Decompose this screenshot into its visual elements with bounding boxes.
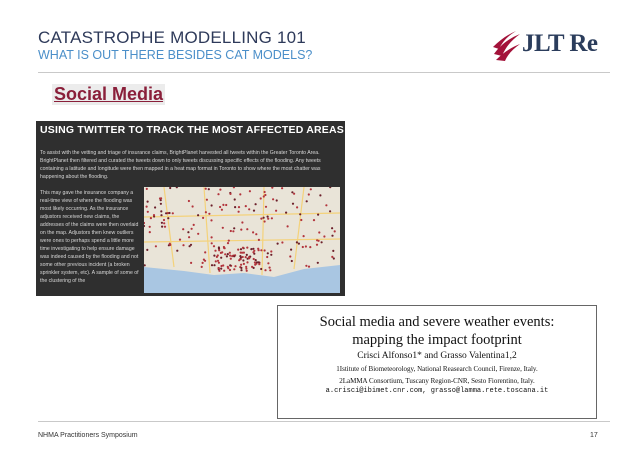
tweet-marker	[243, 263, 245, 265]
tweet-marker	[233, 227, 235, 229]
tweet-marker	[290, 249, 292, 251]
tweet-marker	[213, 245, 215, 247]
tweet-marker	[245, 205, 247, 207]
tweet-marker	[305, 265, 307, 267]
tweet-marker	[229, 255, 231, 257]
tweet-marker	[201, 266, 203, 268]
tweet-marker	[246, 228, 248, 230]
tweet-marker	[267, 218, 269, 220]
swoosh-icon	[492, 30, 522, 64]
tweet-marker	[253, 210, 255, 212]
tweet-marker	[264, 269, 266, 271]
tweet-marker	[270, 254, 272, 256]
tweet-marker	[218, 249, 220, 251]
tweet-marker	[147, 201, 149, 203]
tweet-marker	[160, 203, 162, 205]
tweet-marker	[255, 259, 257, 261]
tweet-marker	[252, 248, 254, 250]
tweet-marker	[252, 231, 254, 233]
tweet-marker	[217, 254, 219, 256]
tweet-marker	[204, 251, 206, 253]
tweet-marker	[146, 188, 148, 190]
tweet-marker	[316, 239, 318, 241]
tweet-marker	[182, 228, 184, 230]
tweet-marker	[193, 224, 195, 226]
tweet-marker	[289, 255, 291, 257]
tweet-marker	[154, 206, 156, 208]
tweet-marker	[248, 257, 250, 259]
tweet-marker	[153, 214, 155, 216]
twitter-screenshot	[36, 121, 345, 296]
tweet-marker	[233, 255, 235, 257]
tweet-marker	[160, 214, 162, 216]
tweet-marker	[287, 225, 289, 227]
tweet-marker	[229, 193, 231, 195]
tweet-marker	[271, 217, 273, 219]
tweet-marker	[251, 266, 253, 268]
tweet-marker	[255, 233, 257, 235]
tweet-marker	[205, 188, 207, 190]
tweet-marker	[302, 246, 304, 248]
tweet-marker	[229, 264, 231, 266]
tweet-marker	[299, 213, 301, 215]
tweet-marker	[256, 261, 258, 263]
tweet-marker	[275, 210, 277, 212]
tweet-marker	[197, 214, 199, 216]
tweet-marker	[219, 206, 221, 208]
tweet-marker	[255, 203, 257, 205]
tweet-marker	[248, 208, 250, 210]
tweet-marker	[220, 265, 222, 267]
tweet-marker	[308, 193, 310, 195]
footer-text: NHMA Practitioners Symposium	[38, 432, 138, 439]
paper-emails: a.crisci@ibimet.cnr.com, grasso@lamma.rete.toscana.it	[325, 387, 549, 395]
tweet-marker	[296, 241, 298, 243]
tweet-marker	[210, 219, 212, 221]
tweet-marker	[213, 255, 215, 257]
tweet-marker	[267, 262, 269, 264]
tweet-marker	[206, 199, 208, 201]
tweet-marker	[229, 269, 231, 271]
tweet-marker	[249, 190, 251, 192]
tweet-marker	[246, 261, 248, 263]
map-graphic	[144, 187, 340, 293]
tweet-marker	[246, 247, 248, 249]
paper-affiliation-2: 2LaMMA Consortium, Tuscany Region-CNR, Sesto Fiorentino, Italy.	[339, 377, 535, 385]
tweet-marker	[264, 249, 266, 251]
page-number: 17	[590, 432, 598, 439]
tweet-marker	[234, 265, 236, 267]
tweet-marker	[146, 249, 148, 251]
twitter-panel-paragraph-continued: This may gave the insurance company a real-time view of where the flooding was most likely occurring. As the insurance adjustors received new claims, the addresses of the claims were then overlaid on the map. Adjustors then knew outliers were ones to perhaps spend a little more time investigating to help ensure damage was indeed caused by the flooding and not some other previous incident (a broken sprinkler system, etc). A sample of some of the clustering of the	[40, 190, 139, 284]
tweet-marker	[146, 206, 148, 208]
tweet-marker	[252, 251, 254, 253]
tweet-marker	[234, 198, 236, 200]
tweet-marker	[260, 218, 262, 220]
tweet-marker	[334, 230, 336, 232]
jlt-re-logo	[492, 30, 610, 64]
tweet-marker	[241, 221, 243, 223]
tweet-marker	[242, 247, 244, 249]
tweet-marker	[222, 227, 224, 229]
tweet-marker	[161, 226, 163, 228]
tweet-marker	[296, 206, 298, 208]
tweet-marker	[168, 212, 170, 214]
paper-excerpt	[277, 305, 597, 419]
tweet-marker	[242, 256, 244, 258]
tweet-marker	[176, 250, 178, 252]
tweet-marker	[303, 235, 305, 237]
tweet-marker	[264, 191, 266, 193]
tweet-marker	[217, 193, 219, 195]
tweet-marker	[219, 189, 221, 191]
tweet-marker	[230, 230, 232, 232]
tweet-marker	[218, 267, 220, 269]
tweet-marker	[291, 191, 293, 193]
tweet-marker	[192, 205, 194, 207]
tweet-marker	[263, 195, 265, 197]
tweet-marker	[317, 262, 319, 264]
tweet-marker	[292, 203, 294, 205]
tweet-marker	[169, 243, 171, 245]
tweet-marker	[164, 226, 166, 228]
footer-divider	[38, 421, 610, 422]
tweet-marker	[228, 240, 230, 242]
tweet-marker	[308, 266, 310, 268]
tweet-marker	[325, 204, 327, 206]
tweet-marker	[239, 255, 241, 257]
tweet-marker	[238, 206, 240, 208]
tweet-marker	[188, 200, 190, 202]
tweet-marker	[160, 210, 162, 212]
tweet-marker	[267, 252, 269, 254]
tweet-marker	[269, 267, 271, 269]
section-heading: Social Media	[54, 84, 164, 104]
tweet-marker	[217, 260, 219, 262]
tweet-marker	[202, 262, 204, 264]
toronto-heat-map	[144, 187, 340, 293]
tweet-marker	[240, 267, 242, 269]
tweet-marker	[147, 211, 149, 213]
tweet-marker	[246, 270, 248, 272]
tweet-marker	[149, 226, 151, 228]
tweet-marker	[187, 231, 189, 233]
tweet-marker	[237, 249, 239, 251]
tweet-marker	[319, 194, 321, 196]
tweet-marker	[258, 263, 260, 265]
tweet-marker	[155, 245, 157, 247]
tweet-marker	[258, 239, 260, 241]
tweet-marker	[211, 264, 213, 266]
paper-authors: Crisci Alfonso1* and Grasso Valentina1,2	[357, 351, 517, 361]
tweet-marker	[182, 244, 184, 246]
tweet-marker	[298, 243, 300, 245]
tweet-marker	[188, 236, 190, 238]
tweet-marker	[161, 222, 163, 224]
tweet-marker	[331, 227, 333, 229]
tweet-marker	[293, 193, 295, 195]
tweet-marker	[331, 256, 333, 258]
tweet-marker	[227, 266, 229, 268]
tweet-marker	[316, 244, 318, 246]
tweet-marker	[226, 255, 228, 257]
tweet-marker	[260, 197, 262, 199]
tweet-marker	[277, 243, 279, 245]
slide-subtitle: WHAT IS OUT THERE BESIDES CAT MODELS?	[38, 48, 313, 62]
tweet-marker	[245, 268, 247, 270]
tweet-marker	[234, 206, 236, 208]
tweet-marker	[310, 188, 312, 190]
paper-title-line2: mapping the impact footprint	[352, 332, 522, 348]
tweet-marker	[190, 262, 192, 264]
tweet-marker	[211, 242, 213, 244]
tweet-marker	[281, 187, 283, 189]
tweet-marker	[242, 259, 244, 261]
logo-text: JLT Re	[522, 30, 598, 57]
tweet-marker	[240, 229, 242, 231]
tweet-marker	[253, 258, 255, 260]
tweet-marker	[208, 188, 210, 190]
tweet-marker	[233, 268, 235, 270]
tweet-marker	[263, 217, 265, 219]
tweet-marker	[331, 235, 333, 237]
tweet-marker	[333, 257, 335, 259]
tweet-marker	[205, 211, 207, 213]
tweet-marker	[223, 246, 225, 248]
tweet-marker	[264, 220, 266, 222]
tweet-marker	[231, 255, 233, 257]
tweet-marker	[323, 235, 325, 237]
tweet-marker	[309, 246, 311, 248]
tweet-marker	[264, 194, 266, 196]
tweet-marker	[169, 187, 171, 189]
tweet-marker	[179, 239, 181, 241]
tweet-marker	[240, 269, 242, 271]
tweet-marker	[163, 222, 165, 224]
tweet-marker	[266, 256, 268, 258]
tweet-marker	[218, 270, 220, 272]
tweet-marker	[222, 204, 224, 206]
tweet-marker	[211, 236, 213, 238]
tweet-marker	[270, 250, 272, 252]
tweet-marker	[211, 204, 213, 206]
tweet-marker	[214, 250, 216, 252]
tweet-marker	[267, 216, 269, 218]
tweet-marker	[313, 219, 315, 221]
tweet-marker	[318, 231, 320, 233]
tweet-marker	[246, 254, 248, 256]
tweet-marker	[240, 248, 242, 250]
slide-title: CATASTROPHE MODELLING 101	[38, 28, 306, 47]
paper-affiliation-1: 1Istitute of Biometeorology, National Reasearch Council, Firenze, Italy.	[336, 365, 538, 373]
tweet-marker	[240, 264, 242, 266]
tweet-marker	[321, 241, 323, 243]
tweet-marker	[265, 206, 267, 208]
tweet-marker	[218, 262, 220, 264]
tweet-marker	[281, 241, 283, 243]
tweet-marker	[204, 260, 206, 262]
tweet-marker	[165, 212, 167, 214]
tweet-marker	[225, 204, 227, 206]
tweet-marker	[230, 258, 232, 260]
tweet-marker	[285, 212, 287, 214]
tweet-marker	[191, 228, 193, 230]
tweet-marker	[197, 233, 199, 235]
twitter-panel-heading: USING TWITTER TO TRACK THE MOST AFFECTED AREAS	[40, 124, 344, 136]
tweet-marker	[305, 245, 307, 247]
tweet-marker	[232, 230, 234, 232]
tweet-marker	[202, 217, 204, 219]
tweet-marker	[238, 211, 240, 213]
tweet-marker	[257, 248, 259, 250]
tweet-marker	[190, 244, 192, 246]
tweet-marker	[220, 257, 222, 259]
tweet-marker	[163, 219, 165, 221]
tweet-marker	[317, 214, 319, 216]
tweet-marker	[250, 248, 252, 250]
tweet-marker	[239, 193, 241, 195]
tweet-marker	[306, 200, 308, 202]
tweet-marker	[223, 270, 225, 272]
tweet-marker	[260, 249, 262, 251]
tweet-marker	[221, 251, 223, 253]
tweet-marker	[172, 212, 174, 214]
tweet-marker	[220, 268, 222, 270]
tweet-marker	[260, 268, 262, 270]
tweet-marker	[208, 213, 210, 215]
tweet-marker	[221, 209, 223, 211]
tweet-marker	[215, 260, 217, 262]
tweet-marker	[272, 198, 274, 200]
tweet-marker	[276, 199, 278, 201]
tweet-marker	[300, 219, 302, 221]
tweet-marker	[227, 253, 229, 255]
tweet-marker	[167, 217, 169, 219]
tweet-marker	[329, 210, 331, 212]
twitter-panel-paragraph: To assist with the vetting and triage of insurance claims, BrightPlanet harvested all tweets within the Greater Toronto Area. BrightPlanet then filtered and curated the tweets down to only tweets discussing specific effects of the flooding. Any tweets containing a latitude and longitude were then mapped in a heat map format in Toronto to show where the most chatter was happening about the flooding.	[40, 150, 321, 180]
tweet-marker	[291, 260, 293, 262]
tweet-marker	[159, 197, 161, 199]
tweet-marker	[245, 256, 247, 258]
tweet-marker	[269, 269, 271, 271]
tweet-marker	[241, 252, 243, 254]
tweet-marker	[150, 217, 152, 219]
tweet-marker	[213, 264, 215, 266]
paper-title-line1: Social media and severe weather events:	[319, 314, 555, 330]
tweet-marker	[224, 253, 226, 255]
tweet-marker	[229, 252, 231, 254]
header-divider	[38, 72, 610, 73]
tweet-marker	[227, 242, 229, 244]
tweet-marker	[149, 231, 151, 233]
tweet-marker	[332, 250, 334, 252]
